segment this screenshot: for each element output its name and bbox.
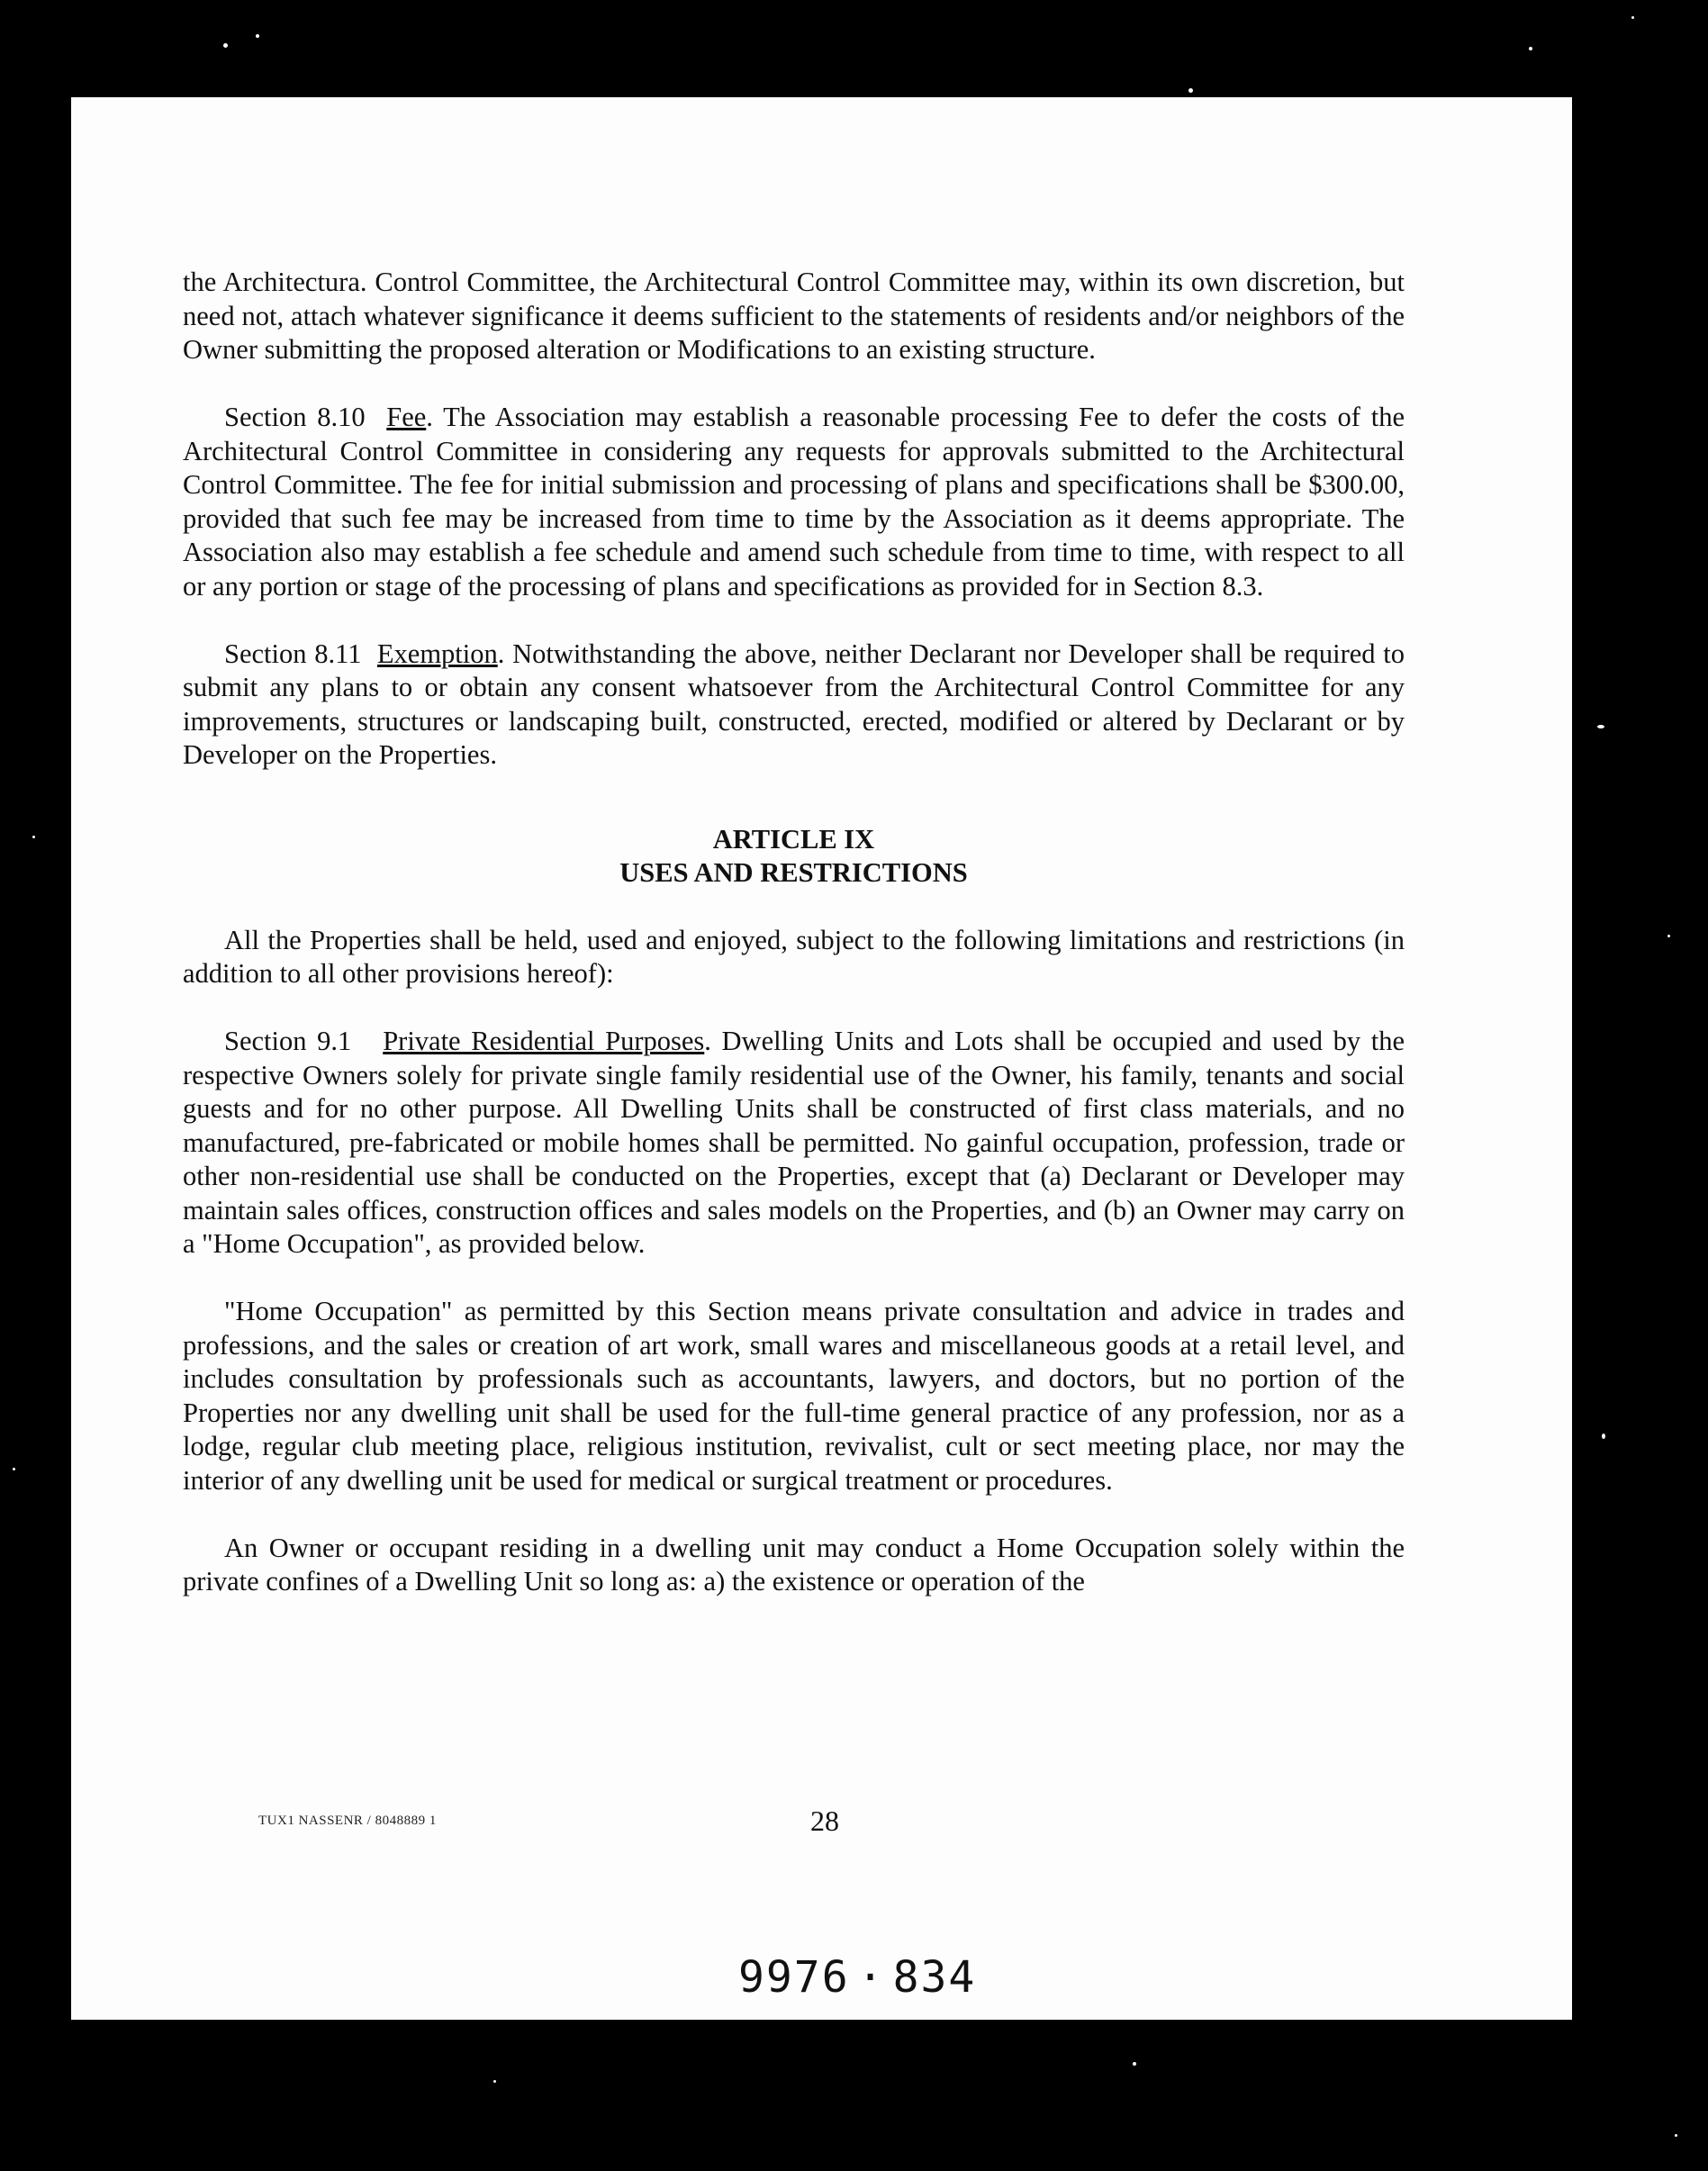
scan-speck (1667, 935, 1670, 937)
section-number: Section 9.1 (224, 1026, 352, 1056)
article-intro: All the Properties shall be held, used and enjoyed, subject to the following limitations and restrictions (in addition to all other provisions hereof): (183, 924, 1405, 989)
section-number: Section 8.11 (224, 638, 362, 669)
section-9-1 (183, 1025, 1405, 1262)
section-number: Section 8.10 (224, 402, 366, 432)
page-number: 28 (810, 1805, 839, 1837)
paragraph-continuation: the Architectura. Control Committee, the Architectural Control Committee may, within its own discretion, but need not, attach whatever significance it deems sufficient to the statements of residents and/or neighbors of the Owner submitting the proposed alteration or Modifications to an existing structure. (183, 267, 1405, 365)
section-text: . Dwelling Units and Lots shall be occupied and used by the respective Owners solely for private single family residential use of the Owner, his family, tenants and social guests and for no other purpose. All Dwelling Units shall be constructed of first class materials, and no manufactured, pre-fabricated or mobile homes shall be permitted. No gainful occupation, profession, trade or other non-residential use shall be conducted on the Properties, except that (a) Declarant or Developer may maintain sales offices, construction offices and sales models on the Properties, and (b) an Owner may carry on a "Home Occupation", as provided below. (183, 1026, 1405, 1259)
stamp-page-number: 834 (892, 1952, 977, 2003)
stamp-book-number: 9976 (738, 1952, 850, 2003)
home-occupation-definition: "Home Occupation" as permitted by this Section means private consultation and advice in trades and professions, and the sales or creation of art work, small wares and miscellaneous goods at a retail level, and includes consultation by professionals such as accountants, lawyers, and doctors, but no portion of the Properties nor any dwelling unit shall be used for the full-time general practice of any profession, nor as a lodge, regular club meeting place, religious institution, revivalist, cult or sect meeting place, nor may the interior of any dwelling unit be used for medical or surgical treatment or procedures. (183, 1296, 1405, 1496)
stamp-separator: · (857, 1952, 886, 2003)
section-text: . Notwithstanding the above, neither Declarant nor Developer shall be required to submit any plans to or obtain any consent whatsoever from the Architectural Control Committee for any improvements, structures or landscaping built, constructed, erected, modified or altered by Declarant or by Developer on the Properties. (183, 638, 1405, 770)
scan-speck (1133, 2062, 1136, 2066)
section-text: . The Association may establish a reasonable processing Fee to defer the costs of the Architectural Control Committee in considering any requests for approvals submitted to the Architectural Control Committee. The fee for initial submission and processing of plans and specifications shall be $300.00, provided that such fee may be increased from time to time by the Association as it deems appropriate. The Association also may establish a fee schedule and amend such schedule from time to time, with respect to all or any portion or stage of the processing of plans and specifications as provided for in Section 8.3. (183, 402, 1405, 602)
article-number: ARTICLE IX (712, 823, 875, 855)
section-title: Private Residential Purposes (383, 1026, 705, 1056)
scan-speck (1602, 1434, 1605, 1439)
recording-stamp (738, 1952, 976, 2003)
scan-speck (256, 34, 259, 38)
scan-speck (493, 2080, 496, 2083)
scan-speck (223, 43, 228, 48)
scan-speck (1631, 16, 1634, 19)
article-title: USES AND RESTRICTIONS (619, 857, 968, 888)
scan-speck (1529, 47, 1532, 50)
scan-speck (32, 836, 35, 838)
document-id: TUX1 NASSENR / 8048889 1 (258, 1814, 437, 1828)
article-heading (183, 823, 1405, 891)
owner-occupant-paragraph: An Owner or occupant residing in a dwelling unit may conduct a Home Occupation solely within the private confines of a Dwelling Unit so long as: a) the existence or operation of the (183, 1532, 1405, 1597)
scan-speck (1597, 725, 1604, 728)
scan-speck (13, 1468, 15, 1470)
scan-speck (1188, 88, 1193, 93)
section-8-11 (183, 638, 1405, 773)
document-body (183, 266, 1405, 1633)
section-title: Exemption (376, 638, 498, 669)
section-title: Fee (386, 402, 427, 432)
scan-speck (1675, 2134, 1677, 2137)
section-8-10 (183, 401, 1405, 603)
